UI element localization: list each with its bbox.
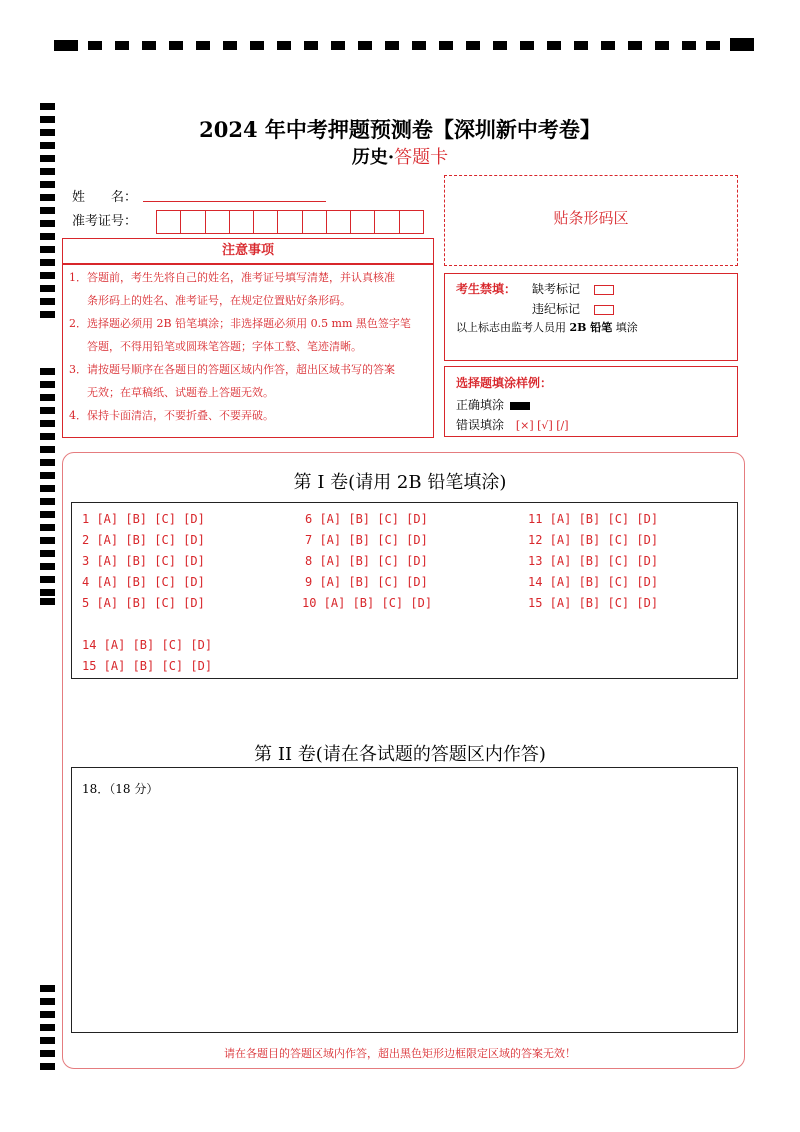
choice-row-12[interactable]: 12 [A] [B] [C] [D] bbox=[528, 533, 659, 547]
filled-mark-sample bbox=[510, 402, 530, 410]
exam-id-label: 准考证号： bbox=[72, 214, 138, 229]
part2-title: 第 II 卷(请在各试题的答题区内作答) bbox=[254, 744, 546, 765]
violation-mark-row bbox=[532, 300, 614, 317]
choice-row-10[interactable]: 10 [A] [B] [C] [D] bbox=[302, 596, 433, 610]
part1-title: 第 I 卷(请用 2B 铅笔填涂) bbox=[293, 472, 507, 493]
page-title: 2024 年中考押题预测卷【深圳新中考卷】 bbox=[199, 117, 601, 142]
violation-mark-box[interactable] bbox=[594, 305, 614, 315]
choice-row-15[interactable]: 15 [A] [B] [C] [D] bbox=[528, 596, 659, 610]
correct-fill-row bbox=[456, 396, 530, 413]
choice-row-extra-14[interactable]: 14 [A] [B] [C] [D] bbox=[82, 638, 213, 652]
fill-sample-title: 选择题填涂样例： bbox=[456, 376, 553, 390]
name-label: 姓 名： bbox=[72, 190, 138, 205]
exam-id-digit[interactable] bbox=[351, 211, 375, 233]
question-18-answer-box[interactable] bbox=[71, 767, 738, 1033]
exam-id-digit[interactable] bbox=[157, 211, 181, 233]
wrong-fill-marks: [×] [√] [/] bbox=[515, 419, 569, 432]
barcode-area bbox=[444, 175, 738, 266]
exam-id-digit[interactable] bbox=[181, 211, 205, 233]
absent-mark-box[interactable] bbox=[594, 285, 614, 295]
choice-row-9[interactable]: 9 [A] [B] [C] [D] bbox=[305, 575, 428, 589]
notice-line: 条形码上的姓名、准考证号，在规定位置贴好条形码。 bbox=[87, 294, 351, 307]
card-label: 答题卡 bbox=[394, 147, 449, 168]
choice-answer-box bbox=[71, 502, 738, 679]
choice-row-3[interactable]: 3 [A] [B] [C] [D] bbox=[82, 554, 205, 568]
notice-box bbox=[62, 263, 434, 438]
barcode-label: 贴条形码区 bbox=[553, 209, 629, 227]
exam-id-digit[interactable] bbox=[327, 211, 351, 233]
examiner-note bbox=[456, 319, 638, 335]
choice-row-2[interactable]: 2 [A] [B] [C] [D] bbox=[82, 533, 205, 547]
exam-id-digit[interactable] bbox=[375, 211, 399, 233]
exam-id-digit[interactable] bbox=[254, 211, 278, 233]
choice-row-6[interactable]: 6 [A] [B] [C] [D] bbox=[305, 512, 428, 526]
examiner-note-end: 填涂 bbox=[615, 321, 638, 334]
fill-sample-box bbox=[444, 366, 738, 437]
examiner-note-bold: 2B 铅笔 bbox=[569, 321, 613, 334]
violation-mark-label: 违纪标记 bbox=[532, 302, 581, 316]
notice-line: 无效；在草稿纸、试题卷上答题无效。 bbox=[87, 386, 274, 399]
exam-id-digit[interactable] bbox=[303, 211, 327, 233]
wrong-fill-label: 错误填涂 bbox=[456, 418, 505, 432]
choice-row-7[interactable]: 7 [A] [B] [C] [D] bbox=[305, 533, 428, 547]
notice-line: 1．答题前，考生先将自己的姓名，准考证号填写清楚，并认真核准 bbox=[69, 271, 395, 284]
absent-mark-row bbox=[532, 280, 614, 297]
choice-row-13[interactable]: 13 [A] [B] [C] [D] bbox=[528, 554, 659, 568]
choice-row-4[interactable]: 4 [A] [B] [C] [D] bbox=[82, 575, 205, 589]
examiner-only-box bbox=[444, 273, 738, 361]
notice-line: 2．选择题必须用 2B 铅笔填涂；非选择题必须用 0.5 mm 黑色签字笔 bbox=[69, 317, 411, 330]
notice-line: 4．保持卡面清洁，不要折叠、不要弄破。 bbox=[69, 409, 274, 422]
correct-fill-label: 正确填涂 bbox=[456, 398, 505, 412]
notice-line: 3．请按题号顺序在各题目的答题区域内作答，超出区域书写的答案 bbox=[69, 363, 395, 376]
footer-warning: 请在各题目的答题区域内作答，超出黑色矩形边框限定区域的答案无效！ bbox=[224, 1047, 576, 1060]
notice-title: 注意事项 bbox=[221, 243, 274, 258]
exam-id-digit[interactable] bbox=[278, 211, 302, 233]
notice-line: 答题，不得用铅笔或圆珠笔答题；字体工整、笔迹清晰。 bbox=[87, 340, 362, 353]
choice-row-8[interactable]: 8 [A] [B] [C] [D] bbox=[305, 554, 428, 568]
examiner-only-label: 考生禁填： bbox=[456, 282, 517, 296]
exam-id-digit[interactable] bbox=[230, 211, 254, 233]
exam-id-boxes[interactable] bbox=[156, 210, 424, 234]
name-field[interactable] bbox=[143, 201, 326, 202]
wrong-fill-row bbox=[456, 416, 569, 433]
exam-id-digit[interactable] bbox=[206, 211, 230, 233]
choice-row-14[interactable]: 14 [A] [B] [C] [D] bbox=[528, 575, 659, 589]
exam-id-digit[interactable] bbox=[400, 211, 423, 233]
choice-row-11[interactable]: 11 [A] [B] [C] [D] bbox=[528, 512, 659, 526]
question-18-label: 18．（18 分） bbox=[82, 782, 159, 796]
page-subtitle bbox=[0, 143, 800, 169]
examiner-note-text: 以上标志由监考人员用 bbox=[456, 321, 566, 334]
choice-row-extra-15[interactable]: 15 [A] [B] [C] [D] bbox=[82, 659, 213, 673]
subject-label: 历史· bbox=[351, 147, 395, 168]
absent-mark-label: 缺考标记 bbox=[532, 282, 581, 296]
choice-row-1[interactable]: 1 [A] [B] [C] [D] bbox=[82, 512, 205, 526]
choice-row-5[interactable]: 5 [A] [B] [C] [D] bbox=[82, 596, 205, 610]
notice-title-box bbox=[62, 238, 434, 265]
